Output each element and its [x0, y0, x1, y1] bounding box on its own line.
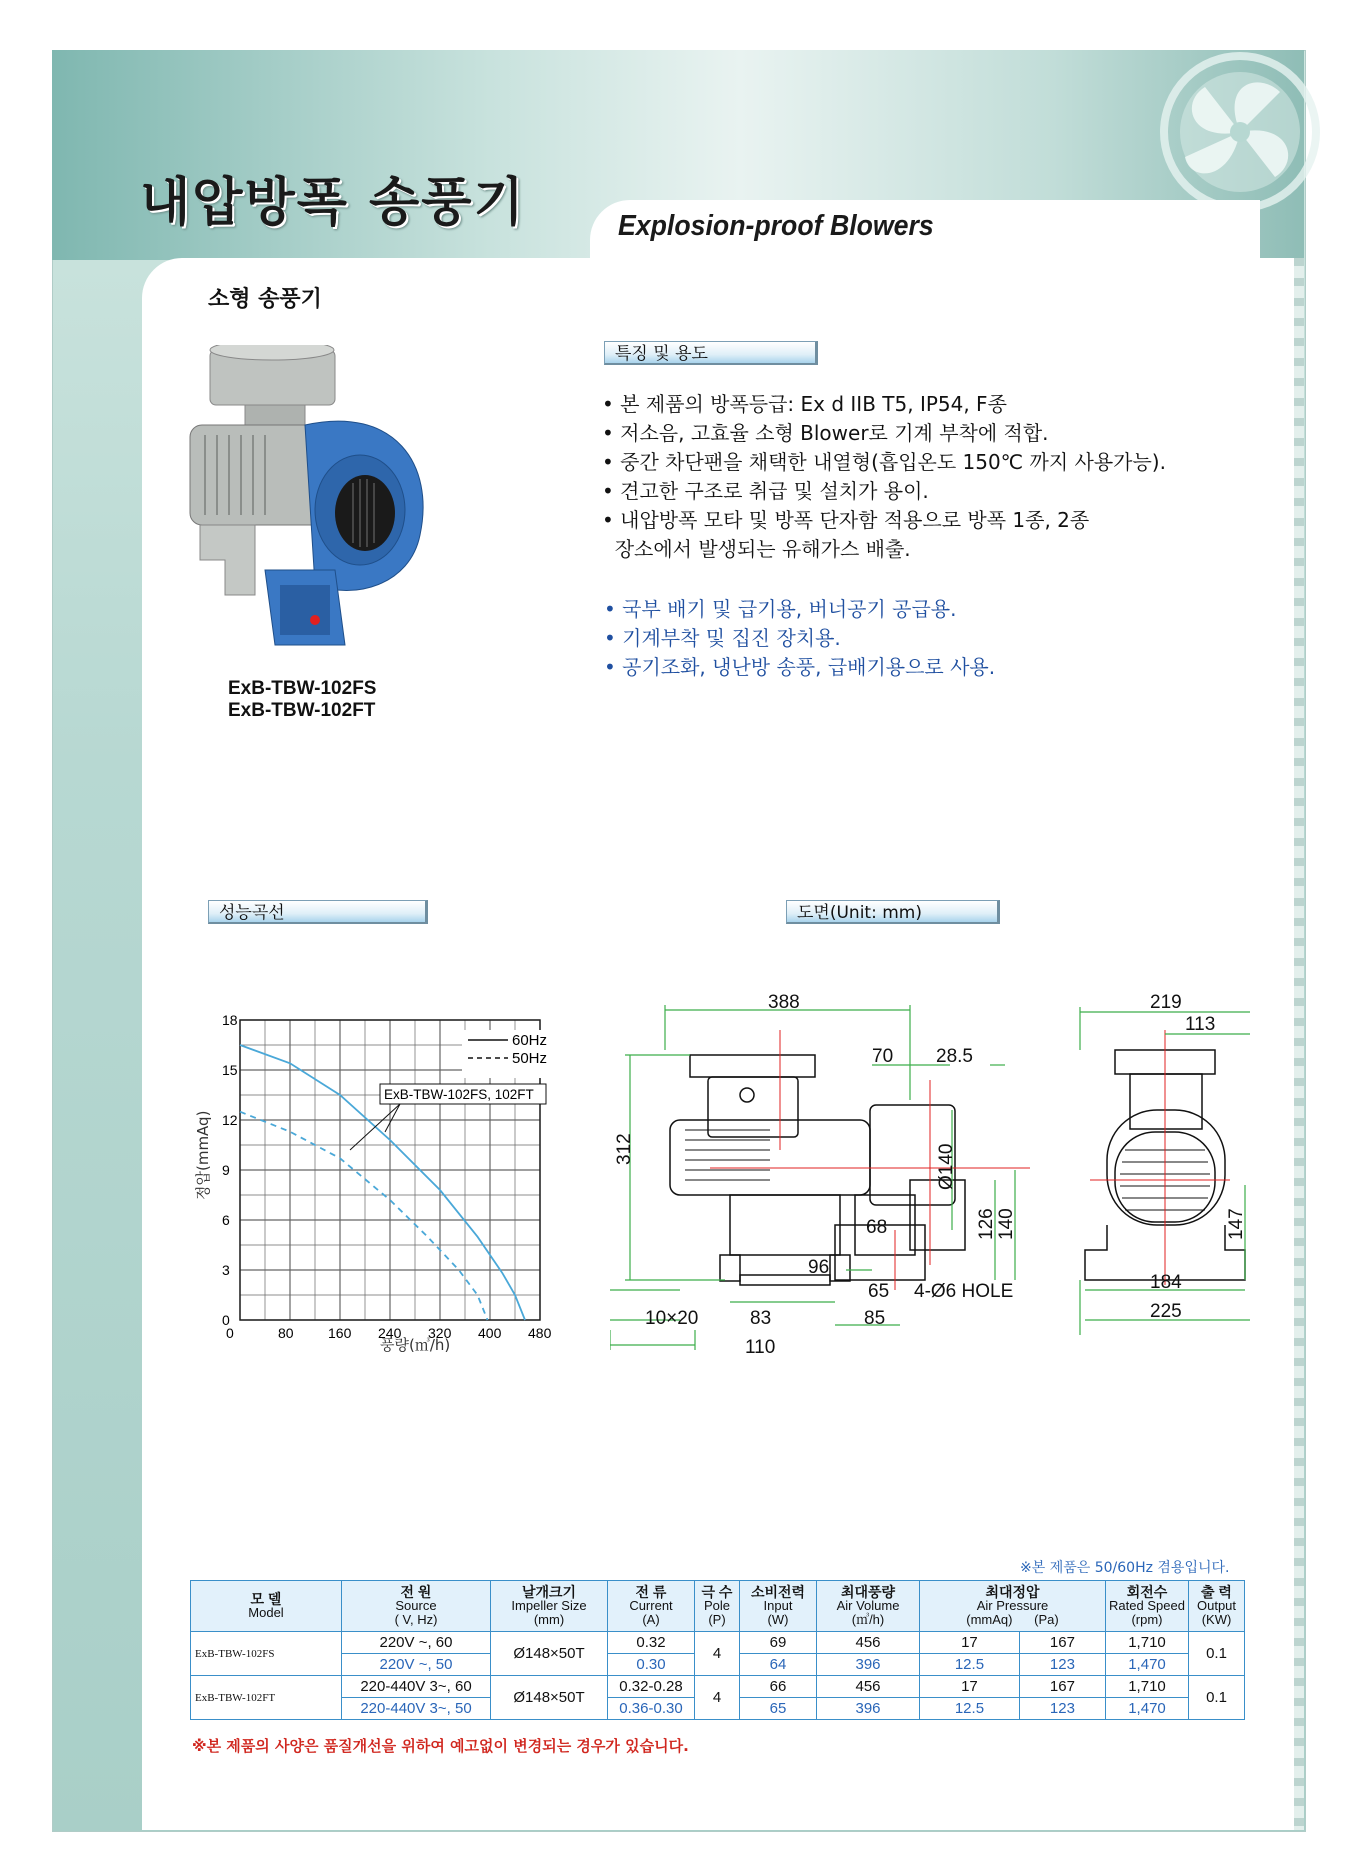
dim-83: 83 [750, 1308, 772, 1329]
feature-item: • 본 제품의 방폭등급: Ex d IIB T5, IP54, F종 [602, 392, 1007, 416]
dim-184: 184 [1150, 1272, 1182, 1293]
table-cell: 396 [817, 1698, 920, 1720]
dim-outlet-dia: Ø140 [936, 1143, 957, 1190]
table-row [191, 1632, 1245, 1654]
dim-overall-length: 388 [768, 992, 800, 1013]
th-model: 모 델 Model [191, 1581, 342, 1632]
hz-notice: ※본 제품은 50/60Hz 겸용입니다. [1020, 1560, 1230, 1576]
table-cell: 456 [817, 1676, 920, 1698]
th-impeller: 날개크기 Impeller Size (mm) [491, 1581, 608, 1632]
series-line-50hz [240, 1112, 488, 1320]
dim-slot: 10×20 [645, 1308, 699, 1329]
th-volume: 최대풍량 Air Volume (㎥/h) [817, 1581, 920, 1632]
th-input: 소비전력 Input (W) [740, 1581, 817, 1632]
chart-annotation: ExB-TBW-102FS, 102FT [384, 1087, 534, 1102]
dim-height: 312 [614, 1133, 635, 1165]
table-cell: 1,710 [1106, 1676, 1189, 1698]
th-speed: 회전수 Rated Speed (rpm) [1106, 1581, 1189, 1632]
table-cell: ExB-TBW-102FT [191, 1676, 342, 1720]
table-cell: 69 [740, 1632, 817, 1654]
table-cell: 396 [817, 1654, 920, 1676]
dimension-drawing [610, 990, 1250, 1370]
y-tick-label: 9 [222, 1162, 230, 1178]
dim-140: 140 [996, 1208, 1017, 1240]
y-tick-label: 12 [222, 1112, 238, 1128]
table-cell: 0.30 [608, 1654, 695, 1676]
dim-110: 110 [745, 1337, 776, 1358]
table-cell: 220-440V 3~, 50 [342, 1698, 491, 1720]
table-cell: 0.36-0.30 [608, 1698, 695, 1720]
x-tick-label: 0 [226, 1325, 234, 1341]
y-tick-label: 3 [222, 1262, 230, 1278]
dim-113: 113 [1185, 1014, 1216, 1035]
dim-147: 147 [1226, 1208, 1247, 1240]
table-cell: 65 [740, 1698, 817, 1720]
feature-item: 장소에서 발생되는 유해가스 배출. [602, 537, 911, 561]
dim-126: 126 [976, 1208, 997, 1240]
y-tick-label: 18 [222, 1012, 238, 1028]
drawing-tag: 도면(Unit: mm) [786, 900, 1000, 924]
table-cell: 220V ~, 60 [342, 1632, 491, 1654]
footer-note: ※본 제품의 사양은 품질개선을 위하여 예고없이 변경되는 경우가 있습니다. [192, 1737, 689, 1755]
features-tag: 특징 및 용도 [604, 341, 818, 365]
table-cell: 123 [1019, 1698, 1105, 1720]
table-cell: 12.5 [920, 1698, 1020, 1720]
y-tick-label: 0 [222, 1312, 230, 1328]
table-cell: 167 [1019, 1676, 1105, 1698]
feature-item: • 저소음, 고효율 소형 Blower로 기계 부착에 적합. [602, 421, 1049, 445]
table-cell: 0.1 [1189, 1676, 1245, 1720]
x-tick-label: 400 [478, 1325, 502, 1341]
table-cell: 0.32-0.28 [608, 1676, 695, 1698]
feature-item: • 중간 차단팬을 채택한 내열형(흡입온도 150℃ 까지 사용가능). [602, 450, 1166, 474]
dim-65: 65 [868, 1281, 890, 1302]
table-cell: 64 [740, 1654, 817, 1676]
dim-holes: 4-Ø6 HOLE [914, 1281, 1014, 1302]
table-cell: 220-440V 3~, 60 [342, 1676, 491, 1698]
th-output: 출 력 Output (KW) [1189, 1581, 1245, 1632]
table-cell: 4 [695, 1676, 740, 1720]
feature-item: • 내압방폭 모타 및 방폭 단자함 적용으로 방폭 1종, 2종 [602, 508, 1090, 532]
blower-product-image [185, 345, 455, 675]
feature-item: • 견고한 구조로 취급 및 설치가 용이. [602, 479, 929, 503]
x-tick-label: 240 [378, 1325, 402, 1341]
chart-ylabel: 정압(mmAq) [194, 1110, 212, 1200]
y-tick-label: 15 [222, 1062, 238, 1078]
table-cell: 17 [920, 1676, 1020, 1698]
dim-70: 70 [872, 1046, 894, 1067]
table-cell: 12.5 [920, 1654, 1020, 1676]
dim-96: 96 [808, 1257, 830, 1278]
table-cell: Ø148×50T [491, 1676, 608, 1720]
th-current: 전 류 Current (A) [608, 1581, 695, 1632]
table-cell: 123 [1019, 1654, 1105, 1676]
th-pressure: 최대정압 Air Pressure (mmAq) (Pa) [920, 1581, 1106, 1632]
x-tick-label: 480 [528, 1325, 552, 1341]
performance-chart [190, 1010, 590, 1370]
table-cell: 220V ~, 50 [342, 1654, 491, 1676]
chart-xlabel: 풍량(㎥/h) [380, 1336, 451, 1354]
annotation-leader-50hz [385, 1104, 400, 1132]
use-item: • 기계부착 및 집진 장치용. [604, 626, 841, 650]
dim-28-5: 28.5 [936, 1046, 973, 1067]
dim-width: 219 [1150, 992, 1182, 1013]
table-cell: 17 [920, 1632, 1020, 1654]
page-title: 내압방폭 송풍기 [140, 173, 526, 233]
model-label-ft: ExB-TBW-102FT [228, 700, 376, 721]
use-item: • 공기조화, 냉난방 송풍, 급배기용으로 사용. [604, 655, 996, 679]
dim-225: 225 [1150, 1301, 1182, 1322]
table-cell: Ø148×50T [491, 1632, 608, 1676]
table-row [191, 1676, 1245, 1698]
features-list [602, 390, 1166, 564]
performance-tag: 성능곡선 [208, 900, 428, 924]
table-cell: 167 [1019, 1632, 1105, 1654]
table-cell: ExB-TBW-102FS [191, 1632, 342, 1676]
x-tick-label: 320 [428, 1325, 452, 1341]
x-tick-label: 160 [328, 1325, 352, 1341]
table-cell: 0.32 [608, 1632, 695, 1654]
model-label-fs: ExB-TBW-102FS [228, 678, 377, 699]
th-pole: 극 수 Pole (P) [695, 1581, 740, 1632]
spec-table [190, 1580, 1245, 1720]
uses-list [604, 595, 995, 682]
fan-logo-icon [1160, 52, 1320, 212]
table-cell: 4 [695, 1632, 740, 1676]
dim-68: 68 [866, 1217, 888, 1238]
decorative-edge [1294, 258, 1304, 1830]
table-cell: 0.1 [1189, 1632, 1245, 1676]
use-item: • 국부 배기 및 급기용, 버너공기 공급용. [604, 597, 957, 621]
table-cell: 66 [740, 1676, 817, 1698]
y-tick-label: 6 [222, 1212, 230, 1228]
section-title: 소형 송풍기 [208, 287, 322, 312]
page-subtitle: Explosion-proof Blowers [618, 210, 934, 242]
th-source: 전 원 Source ( V, Hz) [342, 1581, 491, 1632]
table-cell: 1,470 [1106, 1698, 1189, 1720]
table-cell: 1,710 [1106, 1632, 1189, 1654]
x-tick-label: 80 [278, 1325, 294, 1341]
legend-60hz: 60Hz [512, 1032, 548, 1049]
table-cell: 1,470 [1106, 1654, 1189, 1676]
table-cell: 456 [817, 1632, 920, 1654]
legend-50hz: 50Hz [512, 1050, 548, 1067]
dim-85: 85 [864, 1308, 886, 1329]
